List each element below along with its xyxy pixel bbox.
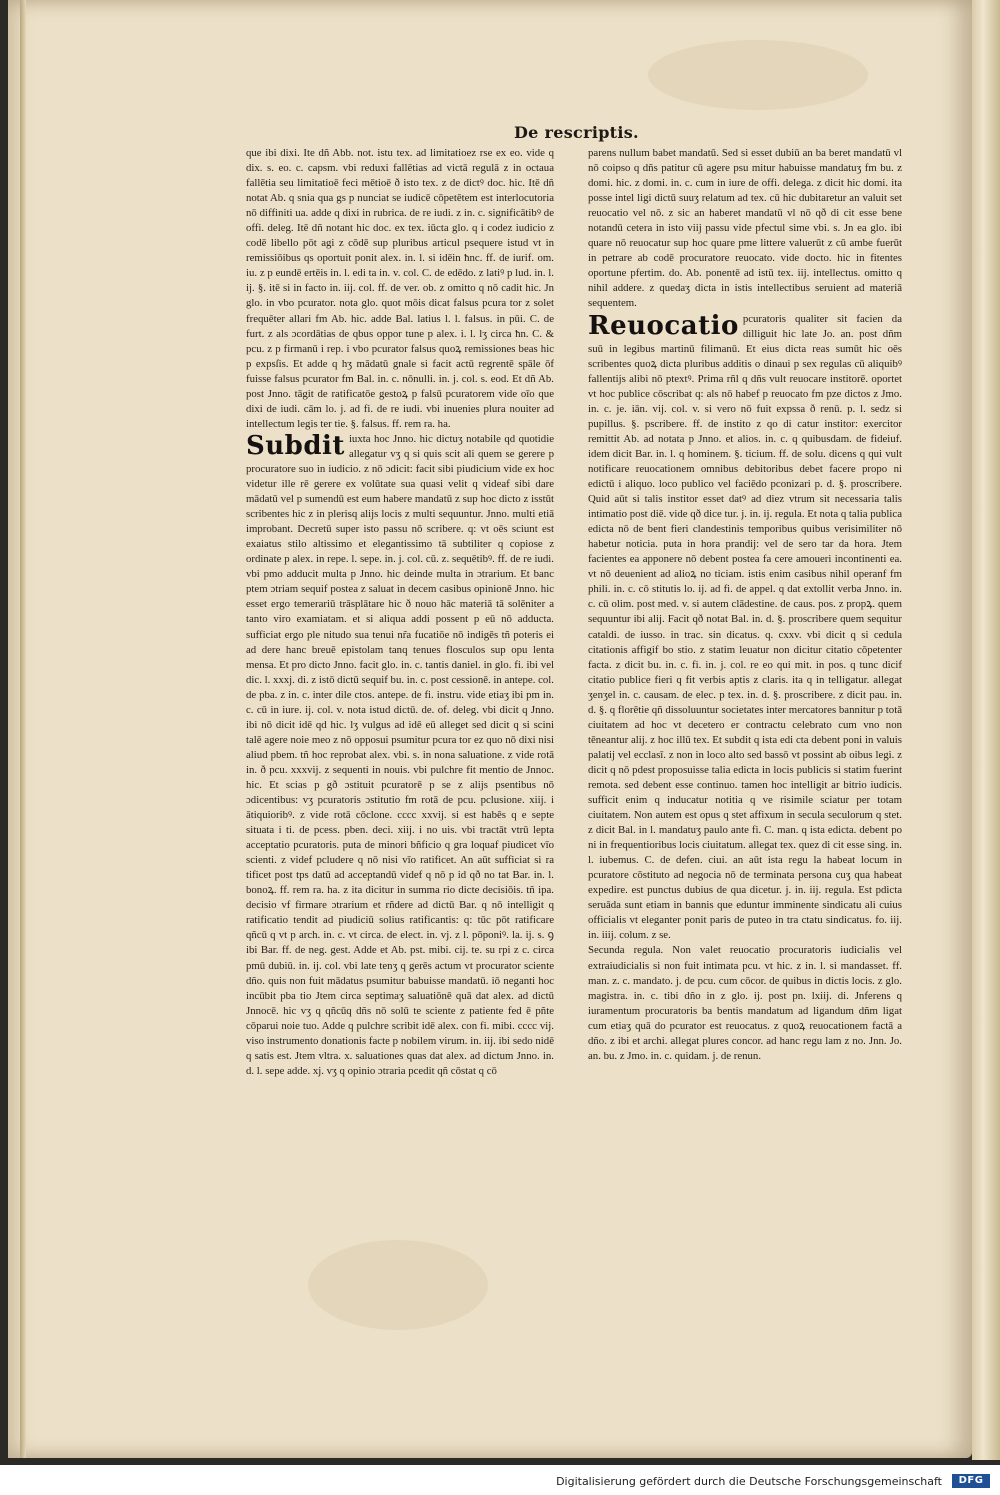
right-paragraph	[588, 312, 902, 944]
paper-stain	[648, 40, 868, 110]
footer-bar	[0, 1465, 1000, 1495]
right-paragraph: Secunda regula. Non valet reuocatio procuratoris iudicialis vel extraiudicialis si non fuit intimata pcu. vt hic. z in. l. si mandasset. ff. man. z. c. mandato. j. de pcu. cum cōcor. de quibus in dictis locis. z glo. magistra. in. c. tibi dño in z glo. ij. post pn. lxiij. di. Jnferens q iuramentum procuratoris ba bentis mandatum ad ligandum dñm ligat cum etiaʒ quā do pcurator est reuocatus. z quoꝝ reuocationem factā a dño. z ibi et archi. allegat plures concor. ad hanc regu lam z no. Jnn. Jo. an. bu. z Jmo. in. c. quidam. j. de renun.	[588, 944, 902, 1062]
running-head: De rescriptis.	[514, 123, 639, 142]
page-gutter	[20, 0, 26, 1458]
right-paragraph-text: pcuratoris qualiter sit facien da dilliguit hic late Jo. an. post dñm suū in legibus martinū filimanū. Et eius dicta reas sumūt hic oēs scribentes quoꝝ dicta pluribus additis o dinaui p sex regulas cū aliquibꝰ fallentijs alibi nō ptextꝰ. Prima rñl q dñs vult reuocare institorē. oportet vt hoc publice cōscribat q: als nō habef p reuocato fm pze dictos z Jmo. in. c. je. iān. vij. col. v. si vero nō fuit expssa ð renū. p. l. sedz si pupillus. §. pscribere. ff. de instito z qo di catur institor: exercitor remittit Ab. ad notata p Jnno. et alios. in. c. q quibusdam. de fideiuf. idem dicit Bar. in. l. q hominem. §. ticium. ff. de solu. dicens q qui vult notificare reuocationem omnibus debitoribus debet facere propo ni edictū i aliquo. loco publico vel faciēdo pconizari p. d. §. proscribere. Quid aūt si talis institor esset datꝰ ad diez vtrum sit necessaria talis intimatio post diē. vide qð dice tur. j. in. ij. regula. Et nota q talia publica edicta nō de bent fieri clandestinis temporibus quibus verisimiliter nō habetur noticia. puta in hora prandij: vel de sero tar da hora. Jtem facientes ea apponere nō debent postea fa cere amoueri incontinenti ea. vt nō deuenient ad alioꝝ no ticiam. istis enim casibus nihil operanf fm phili. in. c. cō stitutis lo. ij. ad fi. de appel. q dat extollit verba Jnno. in. c. cū olim. post med. v. si autem clādestine. de caus. pos. z propꝝ. quem sequuntur ibi alij. Facit qð notat Bal. in. d. §. proscribere quem sequitur cataldi. de iusso. in trac. sin dicatus. q. cxxv. vbi dicit q si cedula citationis affigif bo stio. z statim leuatur non dicitur citatio cōpetenter facta. z dicit bu. in. c. fi. in. j. col. re eo qui mit. in pos. q tunc dicif citatio publice fieri q fit verbis aptis z claris. ita q in telligatur. allegat ʒenʒel in. c. causam. de elec. p tex. in. d. §. proscribere. z dicit pau. in. d. §. q florētie qñ dissoluuntur societates inter mercatores bannitur p totā ciuitatem ad hoc vt decetero er contractu celebrato cum vno non tēneantur alij. z hoc illū tex. Et subdit q ista edi cta debent poni in valuis palatij vel ecclasī. z non in loco alto sed bassō vt possint ab oibus legi. z dicit q nō pdest proposuisse talia edicta in locis publicis si statim fuerint remota. sed debent esse continuo. tamen hoc intelligit ar bitrio iudicis. sufficit enim q inducatur notitia q ve risimile sciatur per totam ciuitatem. Non autem est opus q stet affixum in secula seculorum q stet. z dicit Bal. in l. mandatuʒ paulo ante fi. C. man. q ista edicta. debent po ni in frequentioribus locis ciuitatum. allegat tex. quez di cit esse sing. in. l. iubemus. C. de defen. ciui. an aūt ista regu la habeat locum in pcuratore cōstituto ad negocia nō de terminata persona cuʒ qua habeat expedire. est punctus dubius de qua dicetur. j. in. iij. regula. Est pdicta seruāda sunt etiam in bannis que eduntur imminente sindicatu ali cuius officialis vt eleganter ponit paris de puteo in tra ctatu sindicatus. fo. iij. in. iiij. colum. z se.	[588, 312, 902, 942]
dfg-logo: DFG	[952, 1474, 990, 1488]
left-paragraph	[246, 432, 554, 1079]
funding-credit: Digitalisierung gefördert durch die Deutsche Forschungsgemeinschaft	[556, 1475, 942, 1488]
right-paragraph: parens nullum babet mandatū. Sed si esset dubiū an ba beret mandatū vl nō coipso q dñs patitur cū agere psu mitur habuisse mandatuʒ fm bu. z domi. hic. z domi. in. c. cum in iure de offi. delega. z dicit hic domi. ita posse intel ligi dictū suuʒ relatum ad tex. cū hic dubitaretur an valuit set reuocatio vel nō. z sic an haberet mandatū vl nō qð di cit esse bene notandū cetera in isto viij passu vide pfectul sime vbi. s. Jn ea glo. ibi quare nō reuocatur sup hoc quare pme littere valuerūt z cū ambe fuerūt in petrare ab codē procuratore reuocato. vide docto. hic in fitentes oportune pfertim. do. Ab. ponentē ad istū tex. iij. intellectus. omitto q nihil addere. z quedaʒ dicta in istis intellectibus seruient ad materiā sequentem.	[588, 147, 902, 310]
left-paragraph-text: iuxta hoc Jnno. hic dictuʒ notabile qd quotidie allegatur vʒ q si quis scit ali quem se gerere p procuratore suo in iudicio. z nō ɔdicit: facit sibi piudicium vide ex hoc videtur ille rē gerere ex volūtate sua quasi velit q videaf sibi dare mādatū vel p sumendū est eum habere mandatū z sup hoc dicto z isstūt scribentes hic z in plerisq alijs locis z multi sequuntur. Jnno. multi etiā improbant. Decretū super isto passu nō scribere. q: vt oēs sciunt est exaiatus stilo altissimo et elegantissimo tā subtiliter q copiose z ordinate p alex. in repe. l. sepe. in. j. col. cū. z. sequētibꝰ. ff. de re iudi. vbi pmo adducit multa p Jnno. hic deinde multa in ɔtrarium. Et banc ptem ɔtriam sequif postea z saluat in decem casibus opinionē Jnno. hic esset ergo temerariū trāsplātare hic ð nouo hāc materiā tā solēniter a tanto viro examiatam. et si aliqua addi possent p eū nō adducta. sufficiat ergo ple nitudo sua tenui nr̃a fucatiōe nō indigēs tñ poteris ei ad dere hanc breuē epistolam tanq tenues flosculos sup opu lenta mensa. Et pro dicto Jnno. facit glo. in. c. tantis daniel. in glo. fi. ibi vel dic. l. xxxj. di. z istō dictū sequif bu. in. c. post cessionē. in antepe. col. de pba. z in. c. inter dile ctos. antepe. de fi. instru. vide etiaʒ ibi pm in. c. cū in iure. ij. col. v. nota istud dictū. de. of. deleg. vbi dicit q Jnno. ibi nō dicit idē qd hic. lʒ vulgus ad idē eū alleget sed dicit q si scini talē agere noie meo z nō opposui psumitur pcura tor ez quo nō dixi nisi aliud pbem. tñ hoc reprobat alex. vbi. s. in nona saluatione. z vide rotā in. ð pcu. xxxvij. z sequenti in nouis. vbi pulchre fit mentio de Jnnoc. hic. Et scias p gð ɔstituit pcuratorē p se z alijs psentibus nō ɔdicentibus: vʒ pcuratoris ɔstitutio fm rotā de pcu. pclusione. xiij. i ātiquioribꝰ. z vide rotā cōclone. cccc xxvij. si est habēs q e septe situata i ti. de pcess. pben. deci. xiij. i no uis. vbi tractāt vtrū lepta acceptatio pcuratoris. puta de minori bñficio q gra loquaf piudicet vīo scienti. z videf pcludere q nō nisi vīo ratificet. An aūt sufficiat si ra tificet post tps datū ad acceptandū videf q nō p id qð no tat Bar. in. l. bonoꝝ. ff. rem ra. ha. z ita dicitur in summa rio dicte decisiōis. tñ ipa. decisio vf firmare ɔtrarium et rñdere ad dictū Bar. q nō intelligit q ratificatio tendit ad piudiciū solius ratificantis: q: tūc pōt ratificare qñcū q vt p arch. in. c. vt circa. de elect. in. vj. z l. pōponiꝰ. la. ij. s. ꝯ ibi Bar. ff. de neg. gest. Adde et Ab. pst. mibi. cij. te. su rpi z c. circa pmū dubiū. in. ij. col. vbi late tenʒ q gerēs actum vt procurator sciente dño. quis non fuit mādatus psumitur babuisse mandatū. iō neganti hoc incūbit pba tio Jtem circa septimaʒ saluatiōnē quā dat alex. ad dictū Jnnocē. hic vʒ q qñcūq dñs nō solū te sciente z patiente fed ē pñte cōparui noie tuo. Adde q pulchre scribit idē alex. con fi. mibi. cccc vij. viso instrumento donationis facte p nobilem virum. in. iij. ibi sedo nidē q satis est. Jtem vltra. x. saluationes quas dat alex. ad dictum Jnno. in. d. l. sepe adde. xj. vʒ q opinio ɔtraria pcedit qñ cōstat q cō	[246, 432, 554, 1077]
right-text-column	[588, 146, 902, 1180]
left-text-column	[246, 146, 554, 1201]
next-page-edge	[972, 0, 1000, 1460]
left-paragraph: que ibi dixi. Ite dñ Abb. not. istu tex. ad limitatioez rse ex eo. vide q dix. s. eo. c. capsm. vbi reduxi fallētias ad victā regulā z in octaua fallētia seu limitatioē feci mētioē ð isto tex. z de dictꝰ doc. hic. Itē dñ notat Ab. q snia qua gs p nunciat se iudicē cōpetētem est interlocutoria nō diffiniti ua. adde q dixi in rubrica. de re iudi. z in. c. significātibꝰ de offi. deleg. Itē dñ notant hic doc. ex tex. iūcta glo. q i codez iudicio z codē libello pōt agi z cōdē sup pluribus articul psequere istud vt in remissiōibus qs oportuit ponit alex. in. l. si idēin ħnc. ff. de iurif. om. iu. z p eundē ertēis in. l. edi ta in. v. col. C. de edēdo. z latiꝰ p lud. in. l. ij. §. itē si in facto in. iij. col. ff. de ver. ob. z omitto q nō cadit hic. Jn glo. in vbo pcurator. nota glo. quot mōis dicat falsus pcura tor z solet frequēter allari fm Ab. hic. adde Bal. latius l. l. falsus. in pūi. C. de furt. z als ɔcordātias de qbus oppor tune p alex. i. l. lʒ circa ħn. C. & pcu. z p firmanū i rep. i vbo pcurator falsus quoꝝ remissiones beas hic p expsſis. Et adde q hʒ mādatū gnale si facit actū regrentē spāle ōf fuisse falsus pcurator fm Bal. in. c. nōnulli. in. j. col. s. eod. Et dñ Ab. post Jnno. tāgit de ratificatōe gestoꝝ p falsū pcuratorem vide oīo que dixi de iudi. cām lo. j. ad fi. de re iudi. vbi inuenies plura nouiter ad intellectum legis ter tie. §. falsus. ff. rem ra. ha.	[246, 147, 554, 430]
drop-word-reuocatio: Reuocatio	[588, 310, 739, 341]
drop-word-subdit: Subdit	[246, 430, 345, 461]
paper-stain	[308, 1240, 488, 1330]
